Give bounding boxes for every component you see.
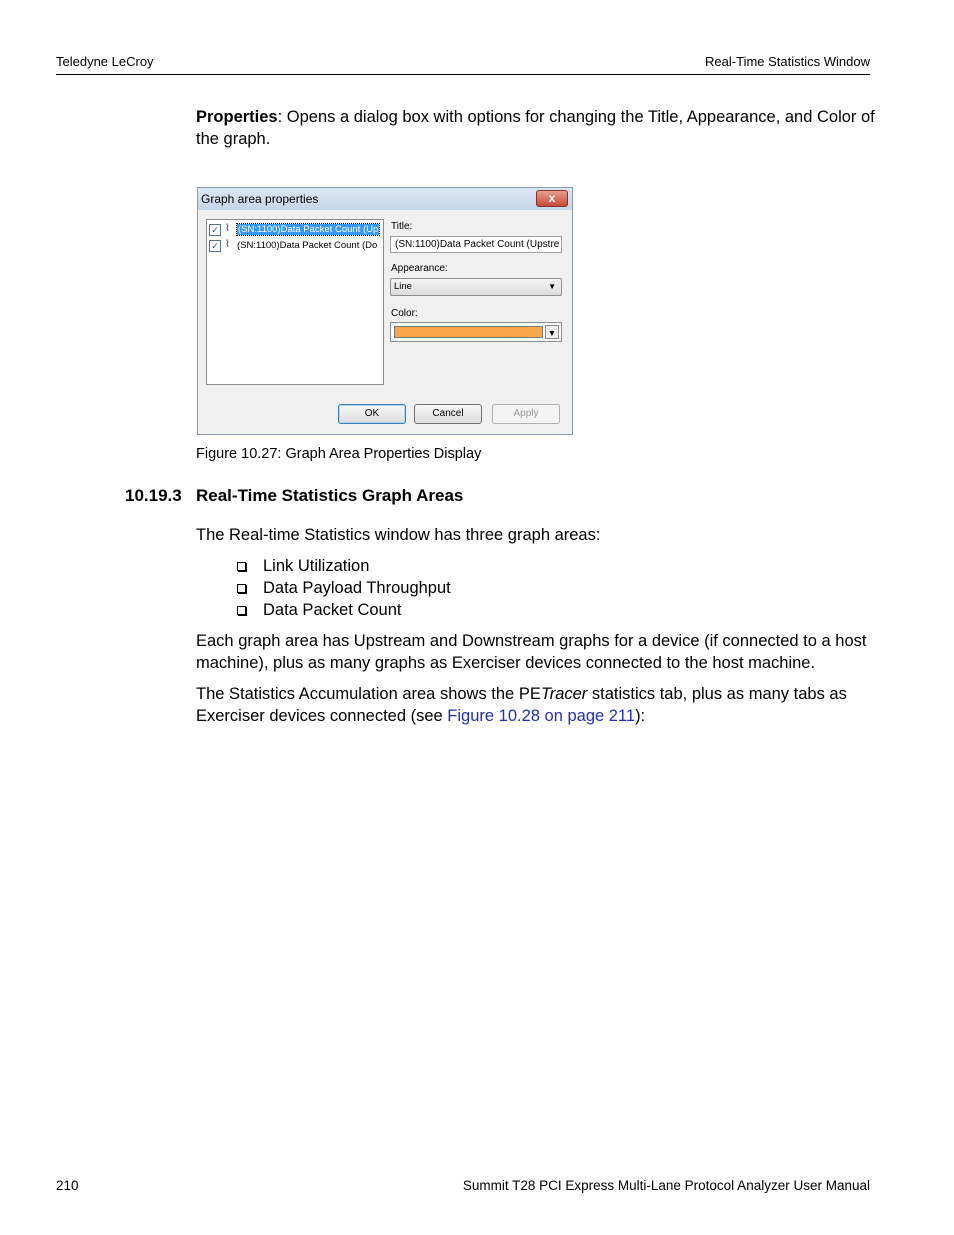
checkbox-bullet-icon (237, 584, 246, 593)
checkbox-checked-icon[interactable]: ✓ (209, 240, 221, 252)
checkbox-bullet-icon (237, 562, 246, 571)
apply-button[interactable]: Apply (492, 404, 560, 424)
chevron-down-icon: ▼ (548, 282, 556, 291)
list-item (237, 577, 451, 599)
properties-description: : Opens a dialog box with options for changing the Title, Appearance, and Color of the graph. (196, 108, 875, 148)
list-item (237, 599, 451, 621)
section-number: 10.19.3 (125, 486, 182, 505)
footer-title: Summit T28 PCI Express Multi-Lane Protocol Analyzer User Manual (462, 1178, 870, 1193)
appearance-label: Appearance: (391, 263, 448, 274)
cancel-button[interactable]: Cancel (414, 404, 482, 424)
list-item (237, 555, 451, 577)
accumulation-paragraph (196, 683, 876, 727)
properties-term: Properties (196, 108, 278, 126)
section-title: Real-Time Statistics Graph Areas (196, 486, 464, 505)
graph-list[interactable] (206, 219, 384, 385)
line-graph-icon: ⌇ (225, 239, 230, 250)
color-picker[interactable] (390, 322, 562, 342)
intro-paragraph: The Real-time Statistics window has three graph areas: (196, 526, 601, 544)
list-item-label: Link Utilization (263, 557, 370, 575)
list-item-label: Data Packet Count (263, 601, 402, 619)
line-graph-icon: ⌇ (225, 223, 230, 234)
header-rule (56, 74, 870, 75)
checkbox-checked-icon[interactable]: ✓ (209, 224, 221, 236)
title-input[interactable]: (SN:1100)Data Packet Count (Upstre (390, 236, 562, 253)
list-item-label: (SN:1100)Data Packet Count (Do (237, 240, 378, 251)
color-swatch (394, 326, 543, 338)
running-header-right: Real-Time Statistics Window (705, 54, 870, 69)
title-label: Title: (391, 221, 413, 232)
color-label: Color: (391, 308, 418, 319)
graph-area-paragraph: Each graph area has Upstream and Downstream graphs for a device (if connected to a host machine), plus as many graphs as Exerciser devices connected to the host machine. (196, 632, 867, 672)
chevron-down-icon[interactable]: ▼ (545, 325, 559, 339)
dialog-title: Graph area properties (201, 192, 319, 206)
running-header-left: Teledyne LeCroy (56, 54, 154, 69)
appearance-value: Line (394, 281, 412, 292)
para-text: The Statistics Accumulation area shows the PE (196, 685, 541, 703)
appearance-select[interactable] (390, 278, 562, 296)
para-text: ): (635, 707, 646, 725)
graph-area-list (237, 555, 451, 621)
figure-caption: Figure 10.27: Graph Area Properties Display (196, 446, 482, 462)
product-name: Tracer (540, 685, 588, 703)
list-item[interactable] (209, 223, 383, 237)
section-heading (125, 486, 463, 506)
properties-paragraph (196, 106, 876, 150)
close-icon[interactable]: x (536, 190, 568, 207)
para-text: statistics tab, plus as many tabs as Exerciser devices connected (see (196, 685, 847, 725)
list-item[interactable] (209, 239, 383, 253)
checkbox-bullet-icon (237, 606, 246, 615)
figure-link[interactable]: Figure 10.28 on page 211 (447, 707, 636, 725)
list-item-label: (SN:1100)Data Packet Count (Up (238, 224, 379, 235)
dialog-titlebar[interactable] (198, 188, 572, 210)
graph-area-properties-dialog (197, 187, 573, 435)
list-item-label: Data Payload Throughput (263, 579, 451, 597)
ok-button[interactable]: OK (338, 404, 406, 424)
page-number: 210 (56, 1178, 79, 1193)
